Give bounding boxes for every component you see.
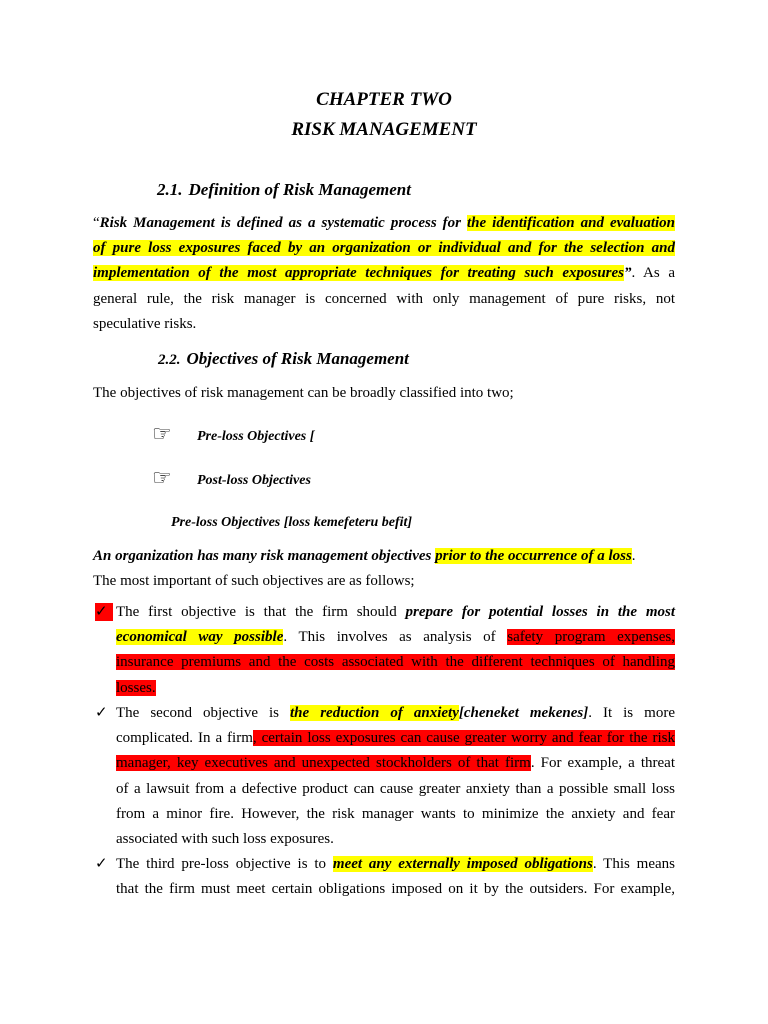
section-title: Definition of Risk Management — [188, 180, 411, 199]
highlight: the reduction of anxiety — [290, 705, 459, 721]
pointing-hand-icon: ☞ — [152, 421, 172, 446]
red-highlight: manager, key executives and unexpected stockholders of that firm — [116, 755, 531, 772]
definition-line: implementation of the most appropriate techniques for treating such exposures”. As a — [93, 265, 675, 282]
pre-loss-subheading: Pre-loss Objectives [loss kemefeteru befit] — [171, 515, 413, 530]
red-highlight: losses. — [116, 679, 156, 696]
definition-line: general rule, the risk manager is concerned with only management of pure risks, not — [93, 290, 675, 307]
objectives-intro: The objectives of risk management can be broadly classified into two; — [93, 385, 514, 401]
checkmark-icon: ✓ — [95, 603, 113, 621]
red-highlight: , certain loss exposures can cause greater worry and fear for the risk — [252, 730, 675, 747]
highlight: implementation of the most appropriate techniques for treating such exposures — [93, 265, 624, 282]
highlight: economical way possible — [116, 629, 284, 646]
section-heading-2-2 — [158, 348, 409, 371]
objective-type-pre-loss: Pre-loss Objectives [ — [197, 429, 315, 444]
definition-line — [93, 236, 675, 261]
highlight: the identification and evaluation — [466, 215, 675, 231]
definition-paragraph — [93, 211, 675, 337]
section-number: 2.2. — [158, 352, 181, 368]
definition-line: “Risk Management is defined as a systematic process for the identification and evaluation — [93, 215, 675, 231]
objective-3-paragraph: The third pre-loss objective is to meet any externally imposed obligations. This means that the firm must meet certain obligations imposed on it by the outsiders. For example, — [116, 856, 676, 898]
checkmark-icon: ✓ — [95, 856, 108, 872]
section-heading-2-1 — [157, 179, 411, 201]
objective-2-paragraph: The second objective is the reduction of anxiety[cheneket mekenes]. It is more complicated. In a firm, certain loss exposures can cause greater worry and fear for the risk manager, key executives and unexpected stockholders of that firm. For example, a threat of a lawsuit from a defective product can cause greater anxiety than a possible small loss from a minor fire. However, the risk manager wants to minimize the anxiety and fear associated with such loss exposures. — [116, 705, 675, 847]
organization-line: An organization has many risk management objectives prior to the occurrence of a loss. — [93, 548, 636, 564]
section-number: 2.1. — [157, 180, 183, 199]
highlight: of pure loss exposures faced by an organization or individual and for the selection and — [93, 240, 675, 257]
definition-line: speculative risks. — [93, 315, 197, 332]
checkmark-icon: ✓ — [95, 705, 108, 721]
important-line: The most important of such objectives are as follows; — [93, 573, 415, 589]
highlight: meet any externally imposed obligations — [332, 856, 593, 872]
red-highlight: insurance premiums and the costs associated with the different techniques of handling — [116, 654, 675, 671]
chapter-label: CHAPTER TWO — [316, 89, 452, 110]
chapter-title: RISK MANAGEMENT — [291, 119, 477, 140]
pointing-hand-icon: ☞ — [152, 465, 172, 490]
objective-type-post-loss: Post-loss Objectives — [197, 473, 311, 488]
objective-1-paragraph: The first objective is that the firm should prepare for potential losses in the most economical way possible. This involves as analysis of safety program expenses, insurance premiums and the costs associated with the different techniques of handling losses. — [116, 604, 676, 696]
highlight: prior to the occurrence of a loss — [435, 548, 632, 564]
red-highlight: safety program expenses, — [507, 629, 676, 646]
section-title: Objectives of Risk Management — [186, 349, 409, 368]
